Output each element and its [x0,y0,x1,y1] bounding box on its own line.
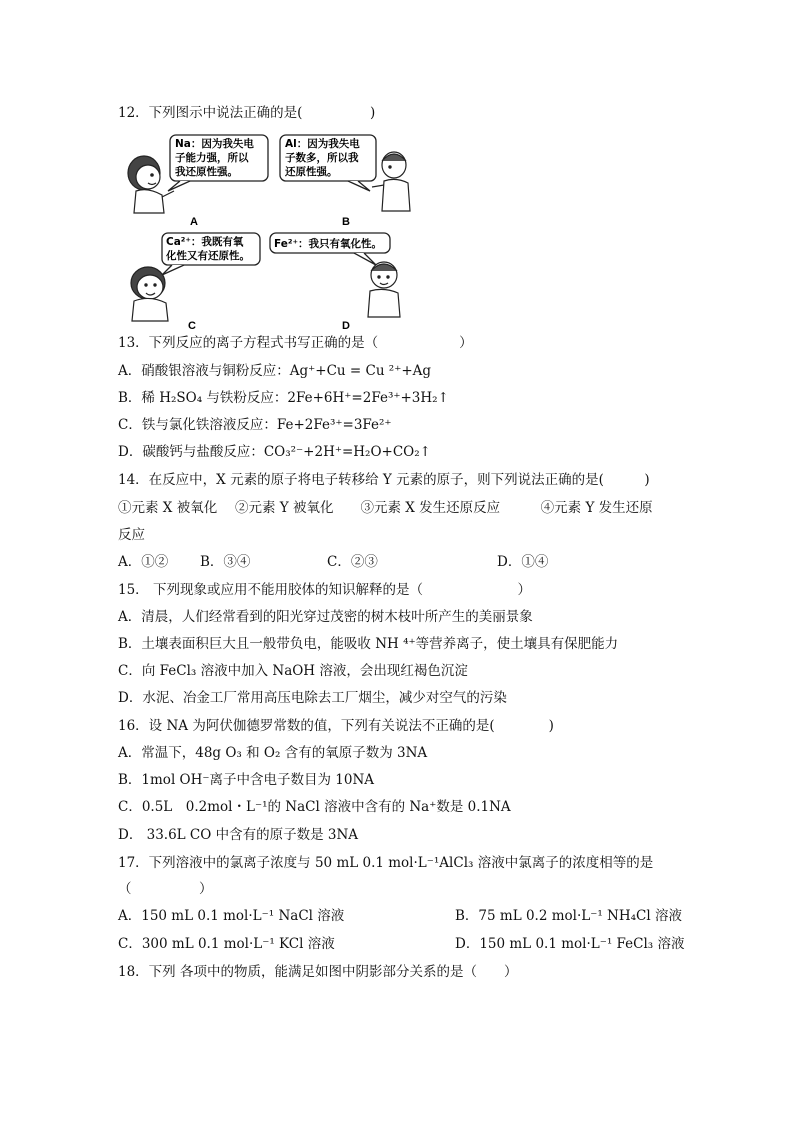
q14-option-b: B．③④ [200,554,251,570]
q17-option-b: B．75 mL 0.2 mol·L⁻¹ NH₄Cl 溶液 [455,908,682,924]
bubble-c-line2: 化性又有还原性。 [166,250,250,262]
boy-d-figure [368,262,400,317]
q17-paren: （ ） [118,881,213,897]
q17-option-d: D．150 mL 0.1 mol·L⁻¹ FeCl₃ 溶液 [455,936,685,952]
q16-option-a: A．常温下，48g O₃ 和 O₂ 含有的氧原子数为 3NA [118,745,428,761]
q15-option-b: B．土壤表面积巨大且一般带负电，能吸收 NH ⁴⁺等营养离子，使土壤具有保肥能力 [118,636,619,652]
q14-items-cont: 反应 [118,527,145,543]
bubble-c-line1: Ca²⁺：我既有氧 [166,236,244,248]
q18-stem: 18．下列 各项中的物质，能满足如图中阴影部分关系的是（ ） [118,964,518,980]
label-a: A [190,216,198,228]
q12-stem: 12．下列图示中说法正确的是( ) [118,105,376,121]
bubble-a-line2: 子能力强，所以 [175,152,249,164]
boy-b-figure [372,152,410,211]
q17-option-a: A．150 mL 0.1 mol·L⁻¹ NaCl 溶液 [118,908,345,924]
q15-option-a: A．清晨，人们经常看到的阳光穿过茂密的树木枝叶所产生的美丽景象 [118,609,533,625]
q17-stem: 17．下列溶液中的氯离子浓度与 50 mL 0.1 mol·L⁻¹AlCl₃ 溶液中氯离子的浓度相等的是 [118,855,654,871]
q13-option-d: D．碳酸钙与盐酸反应：CO₃²⁻+2H⁺=H₂O+CO₂↑ [118,444,431,460]
q17-option-c: C．300 mL 0.1 mol·L⁻¹ KCl 溶液 [118,936,335,952]
bubble-b-line3: 还原性强。 [285,166,338,178]
bubble-d-line1: Fe²⁺：我只有氧化性。 [274,238,383,250]
q15-stem: 15． 下列现象或应用不能用胶体的知识解释的是（ ） [118,582,531,598]
bubble-a [168,135,268,191]
q15-option-c: C．向 FeCl₃ 溶液中加入 NaOH 溶液，会出现红褐色沉淀 [118,663,468,679]
bubble-c [162,233,260,275]
label-d: D [342,320,350,332]
label-c: C [188,320,196,332]
q13-option-b: B．稀 H₂SO₄ 与铁粉反应：2Fe+6H⁺=2Fe³⁺+3H₂↑ [118,390,449,406]
q16-option-b: B．1mol OH⁻离子中含电子数目为 10NA [118,772,375,788]
q13-option-a: A．硝酸银溶液与铜粉反应：Ag⁺+Cu = Cu ²⁺+Ag [118,363,432,379]
q13-option-c: C．铁与氯化铁溶液反应：Fe+2Fe³⁺=3Fe²⁺ [118,417,392,433]
bubble-b [280,135,376,191]
q13-stem: 13．下列反应的离子方程式书写正确的是（ ） [118,335,473,351]
girl-c-figure [131,267,168,321]
q14-option-d: D．①④ [497,554,549,570]
q14-items: ①元素 X 被氧化 ②元素 Y 被氧化 ③元素 X 发生还原反应 ④元素 Y 发生还原 [118,500,653,516]
girl-a-figure [128,156,174,213]
q14-option-a: A．①② [118,554,169,570]
bubble-a-line1: Na：因为我失电 [175,138,254,150]
bubble-b-line2: 子数多，所以我 [285,152,359,164]
q14-stem: 14．在反应中，X 元素的原子将电子转移给 Y 元素的原子，则下列说法正确的是( ) [118,472,650,488]
q14-option-c: C．②③ [327,554,378,570]
q15-option-d: D．水泥、冶金工厂常用高压电除去工厂烟尘，减少对空气的污染 [118,690,507,706]
bubble-a-line3: 我还原性强。 [175,166,238,178]
q16-option-d: D． 33.6L CO 中含有的原子数是 3NA [118,827,359,843]
q16-stem: 16．设 NA 为阿伏伽德罗常数的值，下列有关说法不正确的是( ) [118,718,554,734]
q12-illustration [118,125,418,335]
label-b: B [342,216,350,228]
q16-option-c: C．0.5L 0.2mol・L⁻¹的 NaCl 溶液中含有的 Na⁺数是 0.1NA [118,799,511,815]
bubble-b-line1: Al：因为我失电 [285,138,360,150]
bubble-d [270,233,390,265]
